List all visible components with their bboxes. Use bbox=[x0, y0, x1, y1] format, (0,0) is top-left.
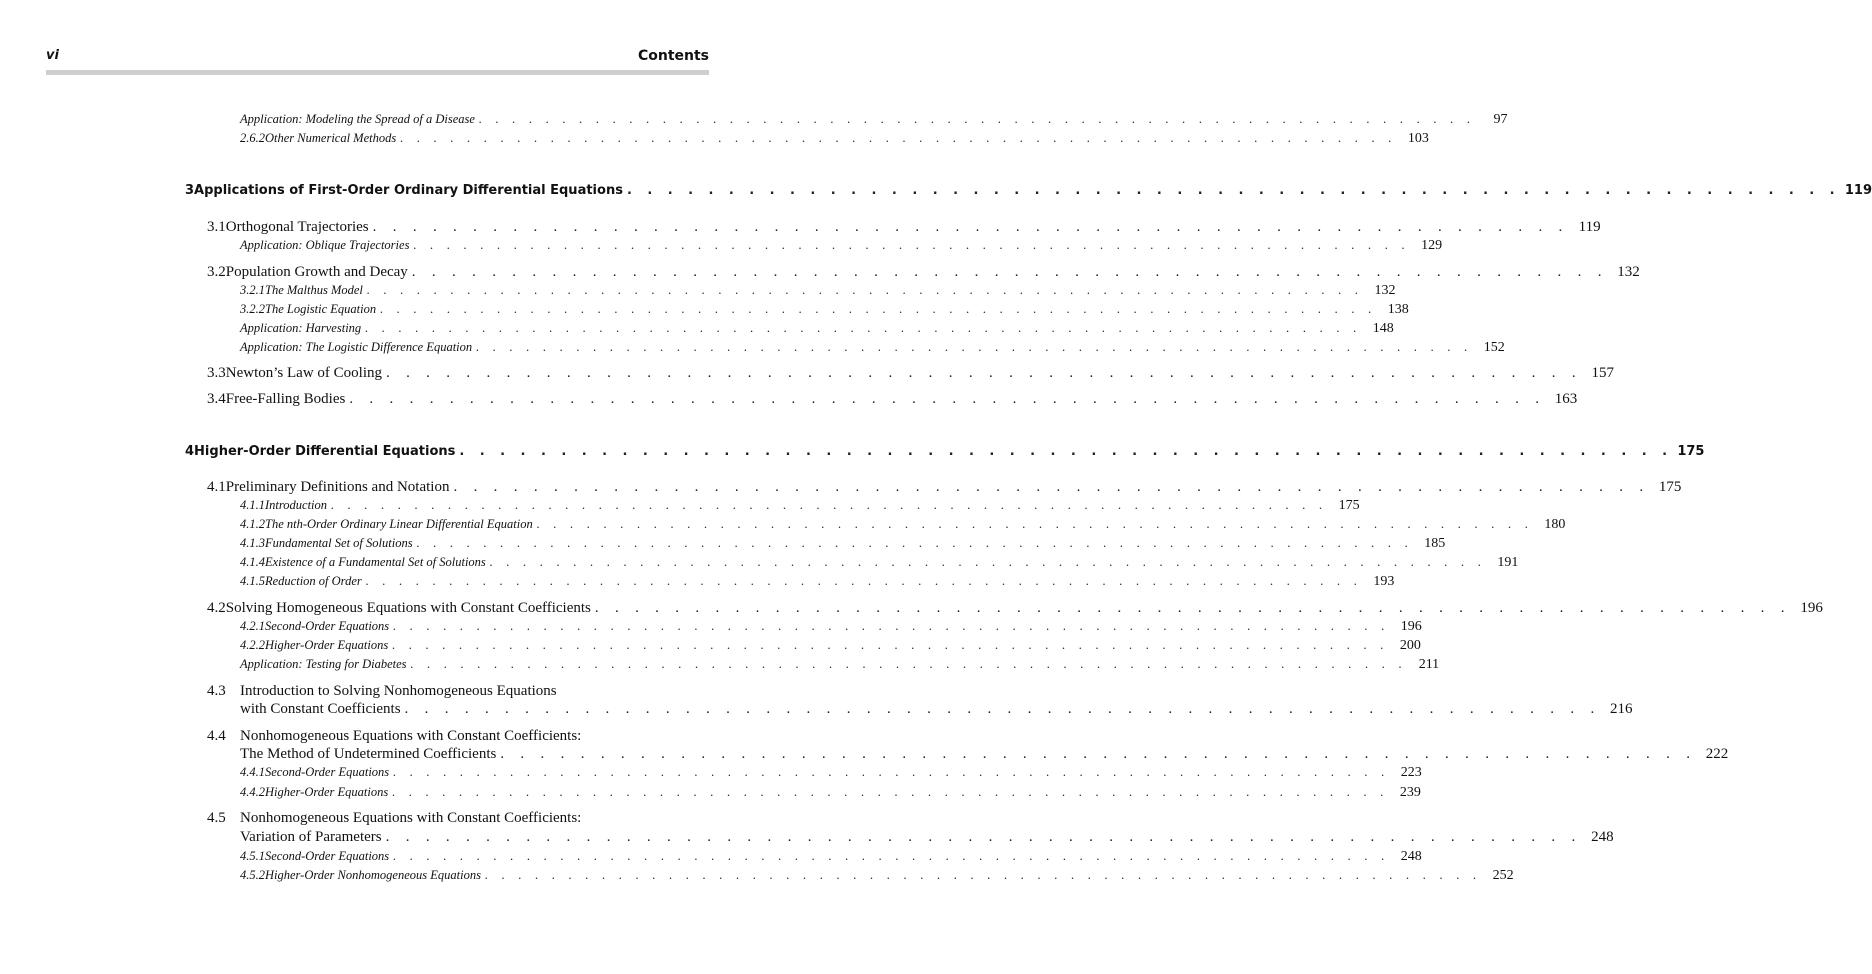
leader-dots: . . . . . . . . . . . . . . . . . . . . . . . . . . . . . . . . . . . . . . . . . . . . . . . . . . . . . . . . . . . . bbox=[385, 365, 1582, 381]
toc-entry-number: 3.2.2 bbox=[240, 302, 265, 316]
leader-dots: . . . . . . . . . . . . . . . . . . . . . . . . . . . . . . . . . . . . . . . . . . . . . . . . . . . . . . . . . . . . bbox=[478, 112, 1476, 126]
toc-entry-page: 97 bbox=[1493, 112, 1508, 127]
chapter-number: 4 bbox=[185, 444, 195, 459]
toc-entry bbox=[240, 785, 1421, 801]
toc-entry-page: 200 bbox=[1399, 638, 1421, 653]
leader-dots: . . . . . . . . . . . . . . . . . . . . . . . . . . . . . . . . . . . . . . . . . . . . . . . . . . . . . . . . . . . . bbox=[411, 264, 1608, 280]
toc-entry bbox=[207, 600, 1823, 617]
toc-entry-continuation bbox=[240, 746, 1729, 763]
toc-entry-title: Higher-Order Equations bbox=[265, 638, 389, 652]
leader-dots: . . . . . . . . . . . . . . . . . . . . . . . . . . . . . . . . . . . . . . . . . . . . . . . . . . . . . . . . . . . . bbox=[349, 391, 1546, 407]
toc-entry-title: Other Numerical Methods bbox=[265, 131, 397, 145]
leader-dots: . . . . . . . . . . . . . . . . . . . . . . . . . . . . . . . . . . . . . . . . . . . . . . . . . . . . . . . . . . . . bbox=[393, 849, 1390, 863]
toc-entry-title: The Method of Undetermined Coefficients bbox=[240, 746, 497, 762]
leader-dots: . . . . . . . . . . . . . . . . . . . . . . . . . . . . . . . . . . . . . . . . . . . . . . . . . . . . . . . . . . . . bbox=[416, 536, 1414, 550]
leader-dots: . . . . . . . . . . . . . . . . . . . . . . . . . . . . . . . . . . . . . . . . . . . . . . . . . . . . . . . . . . . . bbox=[400, 131, 1397, 145]
page-number-label: vi bbox=[46, 48, 59, 63]
toc-entry-title: Second-Order Equations bbox=[265, 765, 390, 779]
toc-entry bbox=[240, 638, 1421, 654]
toc-entry bbox=[240, 555, 1519, 571]
toc-entry-number: 4.4.1 bbox=[240, 765, 265, 779]
toc-entry-number: 3.1 bbox=[207, 219, 226, 235]
toc-entry-title: Application: Modeling the Spread of a Disease bbox=[240, 112, 475, 126]
toc-entry bbox=[240, 849, 1422, 865]
toc-entry bbox=[240, 868, 1514, 884]
toc-entry-title: Population Growth and Decay bbox=[225, 264, 408, 280]
toc-entry bbox=[207, 810, 709, 827]
toc-entry bbox=[207, 219, 1601, 236]
leader-dots: . . . . . . . . . . . . . . . . . . . . . . . . . . . . . . . . . . . . . . . . . . . . . . . . . . . . . . . . . . . . bbox=[392, 785, 1389, 799]
toc-entry-title-line1: Nonhomogeneous Equations with Constant Coefficients: bbox=[240, 810, 582, 826]
toc-entry-number: 4.5.1 bbox=[240, 849, 265, 863]
toc-entry-number: 4.1.1 bbox=[240, 498, 265, 512]
toc-entry-number: 4.1 bbox=[207, 479, 226, 495]
toc-entry-title: Higher-Order Equations bbox=[265, 785, 389, 799]
toc-entry-page: 119 bbox=[1578, 219, 1601, 235]
header-rule bbox=[46, 70, 709, 75]
leader-dots: . . . . . . . . . . . . . . . . . . . . . . . . . . . . . . . . . . . . . . . . . . . . . . . . . . . . . . . . . . . . bbox=[413, 238, 1411, 252]
toc-entry-page: 180 bbox=[1544, 517, 1566, 532]
toc-entry-page: 148 bbox=[1372, 321, 1394, 336]
toc-entry-title: Variation of Parameters bbox=[240, 829, 382, 845]
leader-dots: . . . . . . . . . . . . . . . . . . . . . . . . . . . . . . . . . . . . . . . . . . . . . . . . . . . . . . . . . . . . bbox=[476, 340, 1473, 354]
toc-entry bbox=[207, 264, 1640, 281]
chapter-title: Applications of First-Order Ordinary Differential Equations bbox=[194, 183, 623, 198]
toc-entry-page: 175 bbox=[1338, 498, 1360, 513]
toc-chapter bbox=[185, 183, 1872, 198]
toc-entry-number: 4.1.4 bbox=[240, 555, 265, 569]
toc-entry bbox=[240, 302, 1409, 318]
toc-entry-title: Preliminary Definitions and Notation bbox=[225, 479, 450, 495]
toc-entry bbox=[240, 112, 1508, 128]
leader-dots: . . . . . . . . . . . . . . . . . . . . . . . . . . . . . . . . . . . . . . . . . . . . . . . . . . . . . . . . . . . . bbox=[500, 746, 1697, 762]
toc-entry-title: The Malthus Model bbox=[265, 283, 363, 297]
leader-dots: . . . . . . . . . . . . . . . . . . . . . . . . . . . . . . . . . . . . . . . . . . . . . . . . . . . . . . . . . . . . bbox=[453, 479, 1650, 495]
toc-entry-number: 3.2.1 bbox=[240, 283, 265, 297]
toc-entry-number: 4.4 bbox=[207, 728, 226, 744]
toc-entry bbox=[240, 574, 1395, 590]
toc-entry-number: 4.1.5 bbox=[240, 574, 265, 588]
toc-entry bbox=[207, 391, 1578, 408]
toc-entry bbox=[207, 728, 709, 745]
toc-entry-number: 4.1.3 bbox=[240, 536, 265, 550]
toc-chapter bbox=[185, 444, 1705, 459]
toc-entry-number: 4.2.1 bbox=[240, 619, 265, 633]
toc-entry-title: Existence of a Fundamental Set of Solutions bbox=[265, 555, 486, 569]
chapter-number: 3 bbox=[185, 183, 195, 198]
toc-entry bbox=[240, 498, 1360, 514]
toc-entry-title: The nth-Order Ordinary Linear Differential Equation bbox=[265, 517, 533, 531]
leader-dots: . . . . . . . . . . . . . . . . . . . . . . . . . . . . . . . . . . . . . . . . . . . . . . . . . . . . . . . . . . . . bbox=[366, 283, 1364, 297]
toc-entry-number: 3.2 bbox=[207, 264, 226, 280]
toc-entry-page: 132 bbox=[1374, 283, 1396, 298]
toc-entry-number: 3.3 bbox=[207, 365, 226, 381]
toc-entry-page: 248 bbox=[1400, 849, 1422, 864]
toc-entry-page: 222 bbox=[1705, 746, 1729, 762]
toc-entry bbox=[240, 321, 1394, 337]
leader-dots: . . . . . . . . . . . . . . . . . . . . . . . . . . . . . . . . . . . . . . . . . . . . . . . . . . . . . . . . . . . . bbox=[392, 638, 1389, 652]
toc-entry-page: 248 bbox=[1591, 829, 1614, 845]
leader-dots: . . . . . . . . . . . . . . . . . . . . . . . . . . . . . . . . . . . . . . . . . . . . . . . . . . . . . . . . . . . . bbox=[385, 829, 1582, 845]
toc-entry bbox=[207, 683, 709, 700]
toc-entry-page: 216 bbox=[1610, 701, 1633, 717]
chapter-page: 119 bbox=[1844, 183, 1872, 198]
running-title: Contents bbox=[637, 48, 709, 64]
toc-entry-page: 196 bbox=[1800, 600, 1823, 616]
toc-entry-title: Introduction bbox=[265, 498, 328, 512]
toc-entry bbox=[240, 536, 1446, 552]
toc-entry-page: 252 bbox=[1492, 868, 1514, 883]
toc-entry-page: 152 bbox=[1483, 340, 1505, 355]
leader-dots: . . . . . . . . . . . . . . . . . . . . . . . . . . . . . . . . . . . . . . . . . . . . . . . . . . . . . . . . . . . . bbox=[393, 765, 1390, 779]
toc-entry-continuation bbox=[240, 829, 1614, 846]
toc-entry-page: 138 bbox=[1387, 302, 1409, 317]
toc-entry-page: 191 bbox=[1497, 555, 1519, 570]
toc-entry-page: 157 bbox=[1591, 365, 1614, 381]
leader-dots: . . . . . . . . . . . . . . . . . . . . . . . . . . . . . . . . . . . . . . . . . . . . . . . . . . . . . . . . . . . . bbox=[459, 444, 1673, 459]
toc-entry-number: 4.2 bbox=[207, 600, 226, 616]
toc-entry-page: 239 bbox=[1399, 785, 1421, 800]
toc-entry-number: 4.2.2 bbox=[240, 638, 265, 652]
toc-entry-title: Application: Oblique Trajectories bbox=[240, 238, 410, 252]
leader-dots: . . . . . . . . . . . . . . . . . . . . . . . . . . . . . . . . . . . . . . . . . . . . . . . . . . . . . . . . . . . . bbox=[594, 600, 1791, 616]
toc-entry-page: 129 bbox=[1421, 238, 1443, 253]
chapter-title: Higher-Order Differential Equations bbox=[194, 444, 456, 459]
toc-entry-title: Application: Harvesting bbox=[240, 321, 362, 335]
toc-entry-page: 223 bbox=[1400, 765, 1422, 780]
leader-dots: . . . . . . . . . . . . . . . . . . . . . . . . . . . . . . . . . . . . . . . . . . . . . . . . . . . . . . . . . . . . bbox=[626, 183, 1841, 198]
toc-entry-page: 185 bbox=[1424, 536, 1446, 551]
toc-entry bbox=[240, 517, 1566, 533]
toc-entry-title: with Constant Coefficients bbox=[240, 701, 401, 717]
toc-entry-title: Reduction of Order bbox=[265, 574, 362, 588]
leader-dots: . . . . . . . . . . . . . . . . . . . . . . . . . . . . . . . . . . . . . . . . . . . . . . . . . . . . . . . . . . . . bbox=[489, 555, 1487, 569]
leader-dots: . . . . . . . . . . . . . . . . . . . . . . . . . . . . . . . . . . . . . . . . . . . . . . . . . . . . . . . . . . . . bbox=[393, 619, 1390, 633]
toc-entry-page: 193 bbox=[1373, 574, 1395, 589]
toc-entry-title: Second-Order Equations bbox=[265, 619, 390, 633]
toc-entry-title: Free-Falling Bodies bbox=[225, 391, 346, 407]
toc-entry-page: 175 bbox=[1658, 479, 1682, 495]
toc-entry-number: 4.1.2 bbox=[240, 517, 265, 531]
toc-entry bbox=[240, 238, 1443, 254]
leader-dots: . . . . . . . . . . . . . . . . . . . . . . . . . . . . . . . . . . . . . . . . . . . . . . . . . . . . . . . . . . . . bbox=[484, 868, 1482, 882]
toc-entry-page: 196 bbox=[1400, 619, 1422, 634]
toc-entry-title: Orthogonal Trajectories bbox=[225, 219, 369, 235]
toc-entry-continuation bbox=[240, 701, 1633, 718]
leader-dots: . . . . . . . . . . . . . . . . . . . . . . . . . . . . . . . . . . . . . . . . . . . . . . . . . . . . . . . . . . . . bbox=[536, 517, 1534, 531]
toc-entry-title: Newton’s Law of Cooling bbox=[225, 365, 382, 381]
toc-entry-title: Second-Order Equations bbox=[265, 849, 390, 863]
page-header bbox=[46, 48, 709, 66]
toc-entry bbox=[207, 479, 1682, 496]
toc-entry bbox=[207, 365, 1614, 382]
toc-entry-title: Higher-Order Nonhomogeneous Equations bbox=[265, 868, 481, 882]
toc-entry bbox=[240, 657, 1440, 673]
toc-entry-title: Application: The Logistic Difference Equation bbox=[240, 340, 473, 354]
toc-entry-page: 211 bbox=[1418, 657, 1440, 672]
leader-dots: . . . . . . . . . . . . . . . . . . . . . . . . . . . . . . . . . . . . . . . . . . . . . . . . . . . . . . . . . . . . bbox=[372, 219, 1569, 235]
toc-entry-page: 163 bbox=[1554, 391, 1578, 407]
toc-entry-title: Fundamental Set of Solutions bbox=[265, 536, 413, 550]
toc-entry-number: 3.4 bbox=[207, 391, 226, 407]
toc-entry-page: 132 bbox=[1617, 264, 1640, 280]
leader-dots: . . . . . . . . . . . . . . . . . . . . . . . . . . . . . . . . . . . . . . . . . . . . . . . . . . . . . . . . . . . . bbox=[404, 701, 1601, 717]
leader-dots: . . . . . . . . . . . . . . . . . . . . . . . . . . . . . . . . . . . . . . . . . . . . . . . . . . . . . . . . . . . . bbox=[380, 302, 1377, 316]
leader-dots: . . . . . . . . . . . . . . . . . . . . . . . . . . . . . . . . . . . . . . . . . . . . . . . . . . . . . . . . . . . . bbox=[365, 574, 1363, 588]
toc-entry-page: 103 bbox=[1407, 131, 1429, 146]
toc-entry bbox=[240, 283, 1396, 299]
leader-dots: . . . . . . . . . . . . . . . . . . . . . . . . . . . . . . . . . . . . . . . . . . . . . . . . . . . . . . . . . . . . bbox=[410, 657, 1408, 671]
toc-entry bbox=[240, 619, 1422, 635]
toc-entry bbox=[240, 131, 1429, 147]
toc-entry-number: 4.3 bbox=[207, 683, 226, 699]
leader-dots: . . . . . . . . . . . . . . . . . . . . . . . . . . . . . . . . . . . . . . . . . . . . . . . . . . . . . . . . . . . . bbox=[365, 321, 1362, 335]
toc-entry-title: The Logistic Equation bbox=[265, 302, 377, 316]
leader-dots: . . . . . . . . . . . . . . . . . . . . . . . . . . . . . . . . . . . . . . . . . . . . . . . . . . . . . . . . . . . . bbox=[331, 498, 1328, 512]
toc-entry bbox=[240, 765, 1422, 781]
toc-entry-number: 4.5.2 bbox=[240, 868, 265, 882]
toc-entry-title-line1: Introduction to Solving Nonhomogeneous Equations bbox=[240, 683, 557, 699]
toc-entry-number: 4.5 bbox=[207, 810, 226, 826]
toc-entry-number: 2.6.2 bbox=[240, 131, 265, 145]
toc-entry-number: 4.4.2 bbox=[240, 785, 265, 799]
toc-entry-title-line1: Nonhomogeneous Equations with Constant Coefficients: bbox=[240, 728, 582, 744]
toc-entry-title: Solving Homogeneous Equations with Constant Coefficients bbox=[225, 600, 591, 616]
toc-entry-title: Application: Testing for Diabetes bbox=[240, 657, 407, 671]
chapter-page: 175 bbox=[1677, 444, 1705, 459]
toc-entry bbox=[240, 340, 1505, 356]
